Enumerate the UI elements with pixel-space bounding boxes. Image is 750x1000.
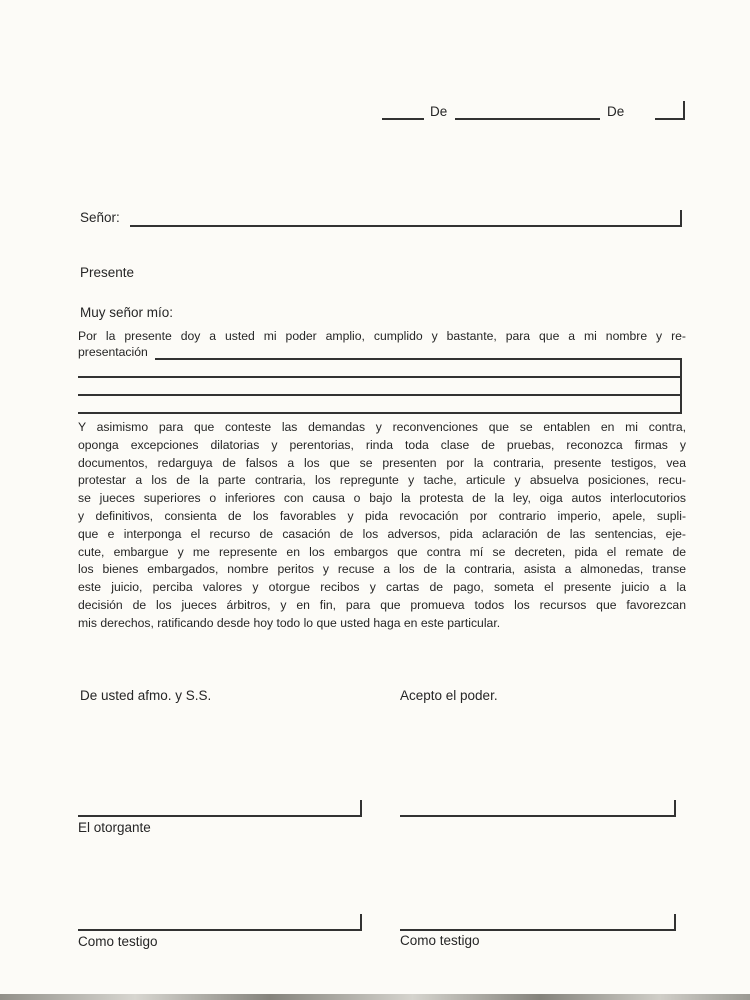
senor-blank-line (130, 209, 682, 227)
closing-right-text: Acepto el poder. (400, 688, 498, 703)
signature-line-witness-right (400, 913, 676, 931)
grantor-label: El otorgante (78, 820, 151, 835)
body-line: decisión de los jueces árbitros, y en fin, para que promueva todos los recursos que favorezcan (78, 597, 686, 612)
senor-line-tick (680, 210, 682, 225)
signature-line-tick (360, 914, 362, 929)
fill-blank-line-2 (78, 376, 682, 378)
body-paragraph (78, 419, 686, 633)
body-line: se jueces superiores o inferiores con causa o bajo la protesta de la ley, oiga autos interlocutorios (78, 491, 686, 506)
body-line: documentos, redarguya de falsos a los que se presenten por la contraria, presente testigos, vea (78, 455, 686, 470)
signature-line-acceptor (400, 799, 676, 817)
body-line: cute, embargue y me represente en los embargos que contra mí se decreten, pida el remate de (78, 544, 686, 559)
salutation-text: Muy señor mío: (80, 305, 174, 320)
signature-line-tick (674, 800, 676, 815)
fill-blank-line-4 (78, 412, 682, 414)
body-line: este juicio, perciba valores y otorgue recibos y cartas de pago, someta el presente juicio a la (78, 580, 686, 595)
signature-line-tick (674, 914, 676, 929)
date-month-blank-line (455, 118, 600, 120)
body-line: y definitivos, consienta de los favorables y pida revocación por contrario imperio, apele, supli- (78, 508, 686, 523)
body-line: que e interponga el recurso de casación de los adversos, pida aclaración de las sentencias, eje- (78, 526, 686, 541)
senor-label: Señor: (80, 210, 120, 225)
witness-right-label: Como testigo (400, 933, 480, 948)
signature-line-tick (360, 800, 362, 815)
fill-blank-line-1 (155, 358, 682, 360)
date-word-de-2: De (607, 104, 625, 119)
signature-line-grantor (78, 799, 362, 817)
body-line: Y asimismo para que conteste las demandas y reconvenciones que se entablen en mi contra, (78, 420, 686, 434)
body-line: mis derechos, ratificando desde hoy todo lo que usted haga en este particular. (78, 615, 501, 630)
closing-left-text: De usted afmo. y S.S. (80, 688, 212, 703)
signature-line-witness-left (78, 913, 362, 931)
intro-line-1: Por la presente doy a usted mi poder amplio, cumplido y bastante, para que a mi nombre y re- (78, 329, 686, 343)
fill-blank-line-3 (78, 394, 682, 396)
witness-left-label: Como testigo (78, 934, 158, 949)
date-word-de-1: De (430, 104, 448, 119)
body-line: los bienes embargados, nombre peritos y recuse a los de la contraria, asista a almonedas, transe (78, 562, 686, 577)
date-day-blank-line (382, 118, 424, 120)
intro-word-presentacion: presentación (78, 345, 148, 359)
fill-lines-right-border (680, 358, 682, 414)
presente-label: Presente (80, 265, 135, 280)
scan-bottom-edge-artifact (0, 994, 750, 1000)
body-line: oponga excepciones dilatorias y perentorias, rinda toda clase de pruebas, reconozca firmas y (78, 437, 686, 452)
body-line: protestar a los de la parte contraria, los repregunte y tache, articule y absuelva posiciones, recu- (78, 473, 686, 488)
date-corner-bracket (655, 101, 685, 120)
